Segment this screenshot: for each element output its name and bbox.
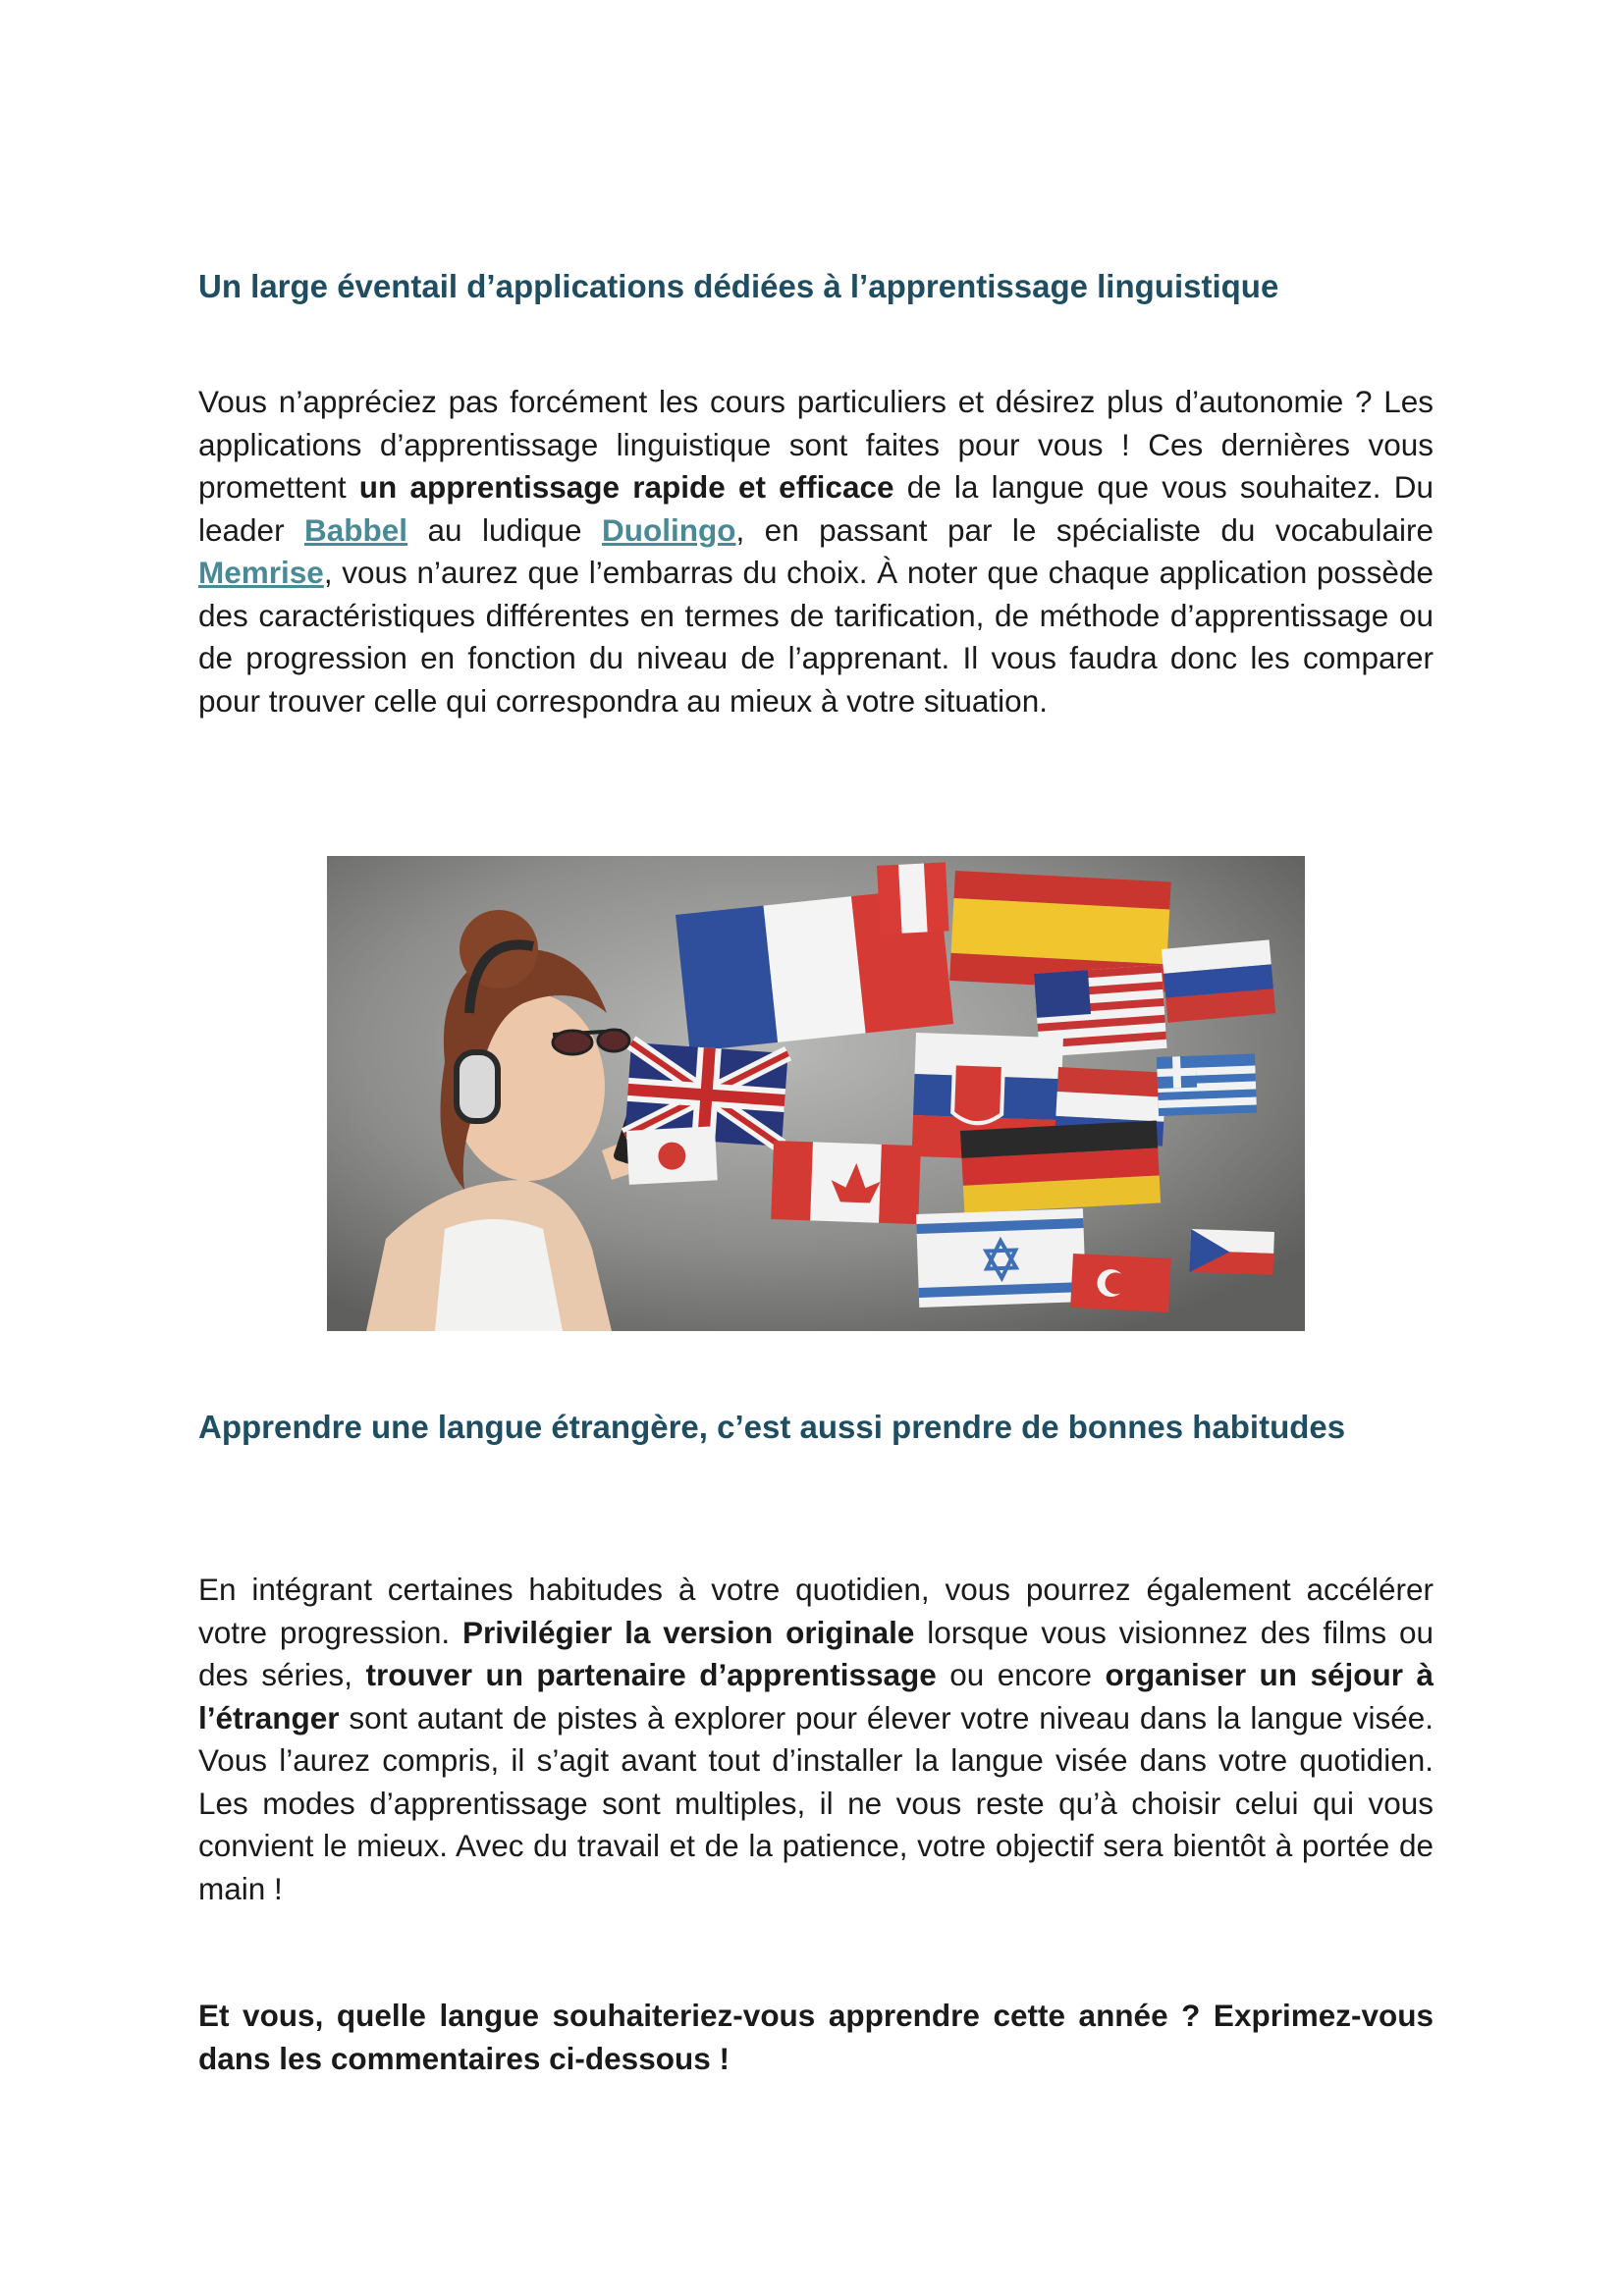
text-run: , vous n’aurez que l’embarras du choix. À noter que chaque application possède des caractéristiques différentes en termes de tarification, de méthode d’apprentissage ou de progression en fonction du niveau de l’apprenant. Il vous faudra donc les comparer pour trouver celle qui correspondra au mieux à votre situation.: [198, 555, 1434, 719]
flag-russia: [1162, 939, 1275, 1022]
illustration-svg: [327, 856, 1305, 1331]
text-run: Vous n’appréciez pas forcément les cours particuliers et désirez plus d’autonomie ? Les applications d’apprentissage linguistique sont faites pour vous ! Ces dernières vous promettent: [198, 384, 1434, 505]
section1-paragraph: [198, 381, 1434, 722]
flag-israel: [916, 1208, 1086, 1308]
flag-czech: [1189, 1229, 1273, 1275]
flag-turkey: [1070, 1254, 1171, 1312]
text-run: sont autant de pistes à explorer pour élever votre niveau dans la langue visée. Vous l’aurez compris, il s’agit avant tout d’installer la langue visée dans votre quotidien. Les modes d’apprentissage sont multiples, il ne vous reste qu’à choisir celui qui vous convient le mieux. Avec du travail et de la patience, votre objectif sera bientôt à portée de main !: [198, 1699, 1434, 1906]
memrise-link[interactable]: Memrise: [198, 555, 324, 590]
text-run: ou encore: [936, 1657, 1106, 1692]
text-run: de la langue que vous souhaitez. Du leader: [198, 469, 1434, 548]
text-run: , en passant par le spécialiste du vocabulaire: [735, 511, 1434, 548]
text-run: au ludique: [407, 511, 603, 548]
bold-run: Privilégier la version originale: [462, 1614, 915, 1650]
flag-germany: [960, 1121, 1161, 1213]
text-run: lorsque vous visionnez des films ou des séries,: [198, 1614, 1434, 1692]
bold-run: un apprentissage rapide et efficace: [358, 469, 894, 505]
closing-question: Et vous, quelle langue souhaiteriez-vous apprendre cette année ? Exprimez-vous dans les commentaires ci-dessous !: [198, 1998, 1434, 2076]
flag-canada: [771, 1141, 921, 1224]
bold-run: trouver un partenaire d’apprentissage: [365, 1657, 937, 1692]
section2-paragraph: [198, 1569, 1434, 1910]
section2-heading: Apprendre une langue étrangère, c’est aussi prendre de bonnes habitudes: [198, 1409, 1346, 1445]
babbel-link[interactable]: Babbel: [304, 511, 408, 548]
flag-japan: [626, 1126, 718, 1185]
section1-heading: Un large éventail d’applications dédiées à l’apprentissage linguistique: [198, 268, 1279, 304]
language-learning-image: [327, 856, 1305, 1331]
duolingo-link[interactable]: Duolingo: [602, 511, 736, 548]
bold-run: organiser un séjour à l’étranger: [198, 1657, 1434, 1735]
flag-canada-top: [877, 862, 949, 934]
text-run: En intégrant certaines habitudes à votre quotidien, vous pourrez également accélérer votre progression.: [198, 1572, 1434, 1650]
flag-greece: [1157, 1054, 1257, 1116]
